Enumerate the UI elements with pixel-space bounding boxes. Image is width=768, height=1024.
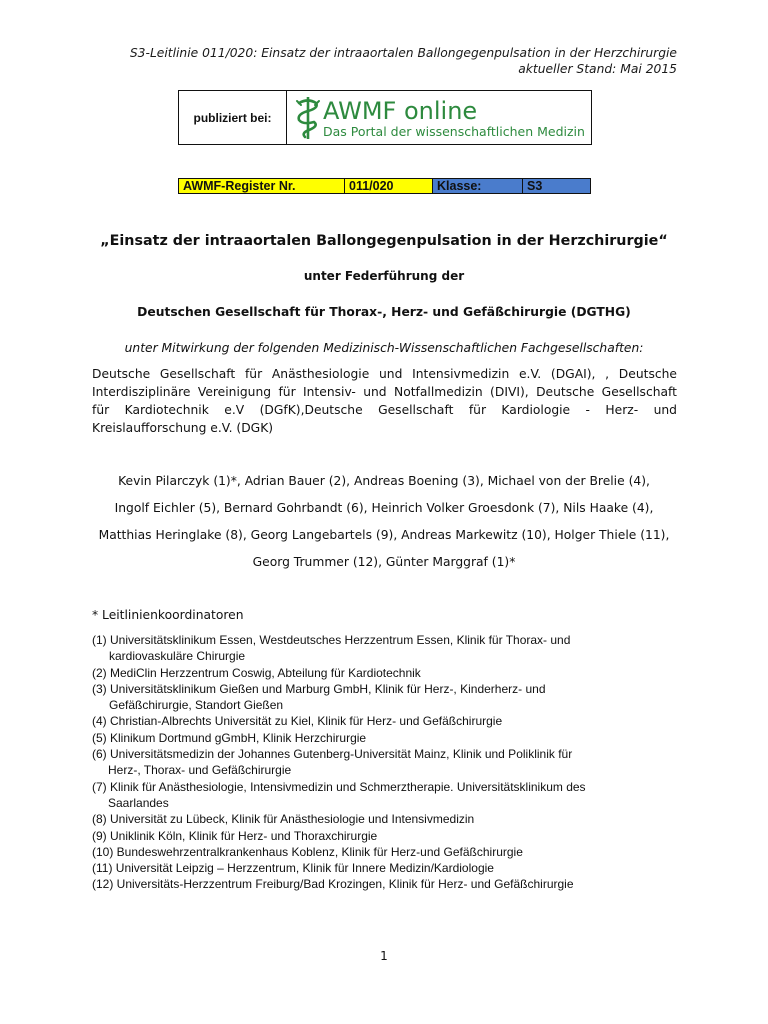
affiliation-line: (1) Universitätsklinikum Essen, Westdeutsches Herzzentrum Essen, Klinik für Thorax- und xyxy=(92,633,571,647)
register-number: 011/020 xyxy=(345,179,433,193)
partner-line: Deutsche Gesellschaft für Anästhesiologie und Intensivmedizin e.V. (DGAI), , Deutsche xyxy=(92,367,677,381)
affiliation-line: (3) Universitätsklinikum Gießen und Marburg GmbH, Klinik für Herz-, Kinderherz- und xyxy=(92,681,546,696)
page-number: 1 xyxy=(380,949,388,963)
affiliation-line: (5) Klinikum Dortmund gGmbH, Klinik Herzchirurgie xyxy=(92,730,367,745)
affiliation-line: (9) Uniklinik Köln, Klinik für Herz- und Thoraxchirurgie xyxy=(92,828,378,843)
affiliation-line: Saarlandes xyxy=(108,795,169,810)
author-line: Matthias Heringlake (8), Georg Langebartels (9), Andreas Markewitz (10), Holger Thiele (11), xyxy=(98,528,670,542)
affiliation-line: (12) Universitäts-Herzzentrum Freiburg/Bad Krozingen, Klinik für Herz- und Gefäßchirurgie xyxy=(92,877,574,892)
document-title: „Einsatz der intraaortalen Ballongegenpulsation in der Herzchirurgie“ xyxy=(100,233,668,249)
author-line: Kevin Pilarczyk (1)*, Adrian Bauer (2), Andreas Boening (3), Michael von der Brelie (4), xyxy=(118,474,650,488)
caduceus-icon xyxy=(295,95,321,141)
affiliation-line: (8) Universität zu Lübeck, Klinik für Anästhesiologie und Intensivmedizin xyxy=(92,812,475,827)
affiliation-line: (11) Universität Leipzig – Herzzentrum, Klinik für Innere Medizin/Kardiologie xyxy=(92,861,494,876)
awmf-logo-name: AWMF online xyxy=(323,97,478,125)
class-label: Klasse: xyxy=(433,179,523,193)
author-line: Ingolf Eichler (5), Bernard Gohrbandt (6), Heinrich Volker Groesdonk (7), Nils Haake (4), xyxy=(114,501,654,515)
affiliation-line: Gefäßchirurgie, Standort Gießen xyxy=(109,698,284,713)
awmf-logo-subtitle: Das Portal der wissenschaftlichen Medizin xyxy=(323,124,585,139)
published-by-box xyxy=(178,90,592,145)
affiliation-line: (2) MediClin Herzzentrum Coswig, Abteilung für Kardiotechnik xyxy=(92,665,421,680)
author-line: Georg Trummer (12), Günter Marggraf (1)* xyxy=(252,555,516,569)
coordinator-note: * Leitlinienkoordinatoren xyxy=(92,608,244,622)
affiliation-line: (4) Christian-Albrechts Universität zu Kiel, Klinik für Herz- und Gefäßchirurgie xyxy=(92,714,503,729)
running-header-title: S3-Leitlinie 011/020: Einsatz der intraaortalen Ballongegenpulsation in der Herzchirurgie xyxy=(129,46,677,60)
class-value: S3 xyxy=(523,179,590,193)
affiliation-line: (10) Bundeswehrzentralkrankenhaus Koblenz, Klinik für Herz-und Gefäßchirurgie xyxy=(92,844,523,859)
partner-line: für Kardiotechnik e.V (DGfK),Deutsche Gesellschaft für Kardiologie - Herz- und xyxy=(92,403,677,417)
register-label: AWMF-Register Nr. xyxy=(179,179,345,193)
affiliation-line: (6) Universitätsmedizin der Johannes Gutenberg-Universität Mainz, Klinik und Poliklinik für xyxy=(92,747,573,762)
affiliation-line: (7) Klinik für Anästhesiologie, Intensivmedizin und Schmerztherapie. Universitätsklinikum des xyxy=(92,779,586,794)
running-header-date: aktueller Stand: Mai 2015 xyxy=(518,62,677,76)
partner-line: Interdisziplinäre Vereinigung für Intensiv- und Notfallmedizin (DIVI), Deutsche Gesellschaft xyxy=(92,385,677,399)
partner-line: Kreislaufforschung e.V. (DGK) xyxy=(92,421,274,435)
register-bar xyxy=(178,178,591,194)
published-by-label: publiziert bei: xyxy=(179,91,287,144)
affiliation-line: Herz-, Thorax- und Gefäßchirurgie xyxy=(108,763,292,778)
partner-societies xyxy=(92,365,677,437)
cooperation-intro: unter Mitwirkung der folgenden Medizinisch-Wissenschaftlichen Fachgesellschaften: xyxy=(124,341,644,355)
affiliation-line: kardiovaskuläre Chirurgie xyxy=(109,649,246,664)
lead-society: Deutschen Gesellschaft für Thorax-, Herz- und Gefäßchirurgie (DGTHG) xyxy=(137,305,631,319)
affiliation-list xyxy=(92,632,692,893)
lead-intro: unter Federführung der xyxy=(303,269,465,283)
awmf-logo xyxy=(287,91,591,144)
